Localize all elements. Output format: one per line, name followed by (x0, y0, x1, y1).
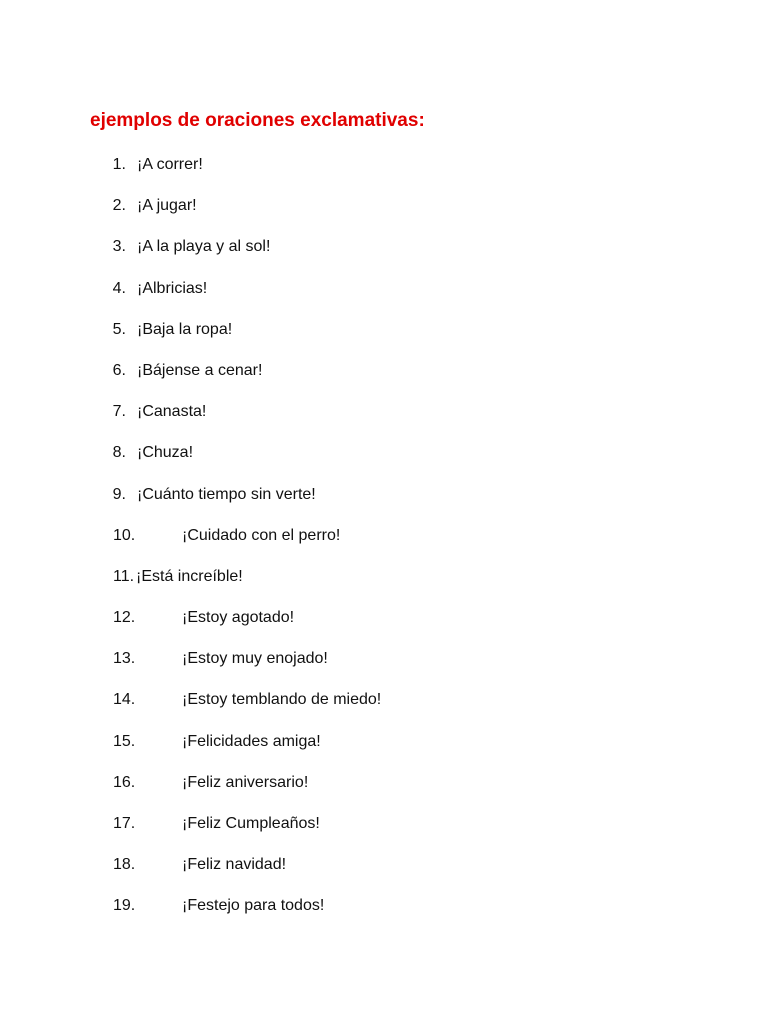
list-item-number: 8. (112, 444, 126, 462)
list-item (0, 483, 768, 524)
list-item-number: 17. (113, 815, 136, 832)
list-item (0, 688, 768, 729)
list-item (0, 812, 768, 853)
list-item-number: 19. (113, 897, 136, 915)
list-item (0, 235, 768, 276)
list-item-number: 1. (112, 156, 126, 173)
list-item (0, 318, 768, 359)
list-item-text: ¡A correr! (137, 156, 203, 173)
list-item-text: ¡Estoy temblando de miedo! (182, 691, 382, 709)
list-item-number: 15. (113, 732, 136, 750)
list-item-number: 4. (112, 279, 126, 297)
list-item-number: 14. (113, 691, 136, 709)
list-item (0, 606, 768, 647)
list-item-text: ¡Cuidado con el perro! (182, 526, 341, 544)
list-item-text: ¡Feliz navidad! (182, 856, 287, 874)
list-item (0, 894, 768, 935)
list-item-number: 11. (113, 567, 135, 585)
list-item (0, 853, 768, 894)
list-item (0, 359, 768, 400)
document-title: ejemplos de oraciones exclamativas: (90, 110, 425, 131)
list-item-number: 18. (113, 856, 136, 874)
list-item-text: ¡Canasta! (137, 403, 207, 421)
list-item-text: ¡Feliz Cumpleaños! (182, 815, 320, 832)
exclamation-list (0, 153, 768, 936)
list-item (0, 565, 768, 606)
list-item (0, 194, 768, 235)
list-item-text: ¡A la playa y al sol! (137, 238, 271, 256)
list-item-text: ¡Está increíble! (136, 567, 243, 585)
list-item-number: 6. (112, 361, 126, 379)
list-item-number: 3. (112, 238, 126, 256)
list-item-text: ¡Baja la ropa! (137, 320, 233, 338)
list-item-number: 13. (113, 650, 136, 668)
list-item (0, 730, 768, 771)
list-item-text: ¡Festejo para todos! (182, 897, 325, 915)
list-item (0, 441, 768, 482)
list-item-text: ¡Estoy muy enojado! (182, 650, 328, 668)
list-item-text: ¡Chuza! (137, 444, 194, 462)
list-item-number: 5. (112, 320, 126, 338)
list-item (0, 524, 768, 565)
list-item (0, 277, 768, 318)
list-item-text: ¡Felicidades amiga! (182, 732, 321, 750)
list-item-number: 2. (112, 197, 126, 215)
list-item-number: 16. (113, 773, 136, 791)
list-item (0, 153, 768, 194)
list-item-text: ¡Estoy agotado! (182, 609, 295, 627)
list-item-number: 10. (113, 526, 136, 544)
list-item (0, 771, 768, 812)
list-item-text: ¡Cuánto tiempo sin verte! (137, 485, 316, 503)
list-item-number: 12. (113, 609, 136, 627)
list-item-text: ¡Feliz aniversario! (182, 773, 309, 791)
list-item (0, 647, 768, 688)
list-item-text: ¡Albricias! (137, 279, 208, 297)
list-item-number: 7. (112, 403, 126, 421)
list-item-text: ¡A jugar! (137, 197, 197, 215)
list-item-text: ¡Bájense a cenar! (137, 361, 263, 379)
list-item-number: 9. (112, 485, 126, 503)
list-item (0, 400, 768, 441)
